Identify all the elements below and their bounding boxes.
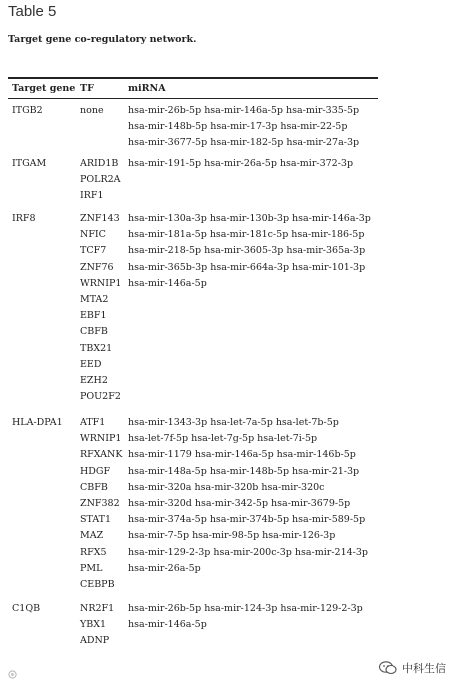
cell-mirna — [128, 103, 359, 152]
cell-mirna-line: hsa-mir-365b-3p hsa-mir-664a-3p hsa-mir-101-3p — [128, 261, 366, 273]
cell-mirna-line: hsa-mir-146a-5p — [128, 277, 207, 289]
cell-tf-line: NFIC — [80, 229, 106, 241]
cell-tf-line: POLR2A — [80, 174, 121, 186]
cell-mirna-line: hsa-mir-26b-5p hsa-mir-124-3p hsa-mir-129-2-3p — [128, 603, 363, 614]
cell-tf-line: CBFB — [80, 326, 108, 338]
cell-tf-line: none — [80, 105, 104, 116]
cell-tf — [80, 156, 121, 205]
cell-tf-line: ZNF143 — [80, 213, 120, 224]
wechat-icon — [379, 661, 397, 675]
cell-tf — [80, 103, 104, 119]
cell-tf-line: ARID1B — [80, 158, 119, 169]
cell-tf-line: EBF1 — [80, 310, 107, 322]
table-header-rule — [8, 98, 378, 99]
cell-tf-line: EED — [80, 358, 102, 370]
cell-mirna-line: hsa-mir-148a-5p hsa-mir-148b-5p hsa-mir-21-3p — [128, 465, 360, 477]
cell-mirna-line: hsa-mir-218-5p hsa-mir-3605-3p hsa-mir-365a-3p — [128, 245, 366, 257]
table-caption: Target gene co-regulatory network. — [8, 34, 197, 45]
cell-tf-line: ADNP — [80, 635, 110, 647]
cell-tf-line: YBX1 — [80, 619, 107, 631]
cell-tf-line: NR2F1 — [80, 603, 115, 614]
cell-mirna-line: hsa-mir-1343-3p hsa-let-7a-5p hsa-let-7b-5p — [128, 417, 339, 428]
cell-target-gene: HLA-DPA1 — [12, 417, 63, 428]
cell-tf-line: TBX21 — [80, 342, 113, 354]
cell-target-gene: C1QB — [12, 603, 41, 614]
cell-tf-line: CBFB — [80, 481, 108, 493]
cell-tf — [80, 211, 121, 405]
cell-mirna-line: hsa-mir-1179 hsa-mir-146a-5p hsa-mir-146b-5p — [128, 449, 356, 461]
cell-mirna — [128, 415, 368, 577]
cell-tf-line: HDGF — [80, 465, 111, 477]
cell-tf-line: CEBPB — [80, 579, 115, 591]
cell-tf-line: PML — [80, 562, 103, 574]
table-top-rule — [8, 77, 378, 79]
cell-mirna-line: hsa-mir-7-5p hsa-mir-98-5p hsa-mir-126-3p — [128, 530, 336, 542]
cell-target-gene: ITGAM — [12, 158, 47, 169]
cell-tf — [80, 415, 122, 593]
app-logo-icon — [8, 670, 17, 681]
cell-mirna-line: hsa-mir-130a-3p hsa-mir-130b-3p hsa-mir-146a-3p — [128, 213, 371, 224]
cell-mirna-line: hsa-mir-26b-5p hsa-mir-146a-5p hsa-mir-335-5p — [128, 105, 360, 116]
cell-tf-line: POU2F2 — [80, 391, 121, 403]
cell-mirna — [128, 156, 353, 172]
cell-tf-line: ZNF382 — [80, 498, 120, 510]
watermark-right — [379, 660, 446, 676]
cell-tf — [80, 601, 114, 650]
cell-tf-line: IRF1 — [80, 190, 104, 202]
cell-mirna-line: hsa-mir-3677-5p hsa-mir-182-5p hsa-mir-27a-3p — [128, 137, 360, 149]
cell-mirna-line: hsa-mir-320d hsa-mir-342-5p hsa-mir-3679-5p — [128, 498, 351, 510]
cell-tf-line: WRNIP1 — [80, 433, 122, 445]
cell-mirna-line: hsa-mir-320a hsa-mir-320b hsa-mir-320c — [128, 481, 325, 493]
cell-tf-line: ATF1 — [80, 417, 106, 428]
cell-tf-line: MTA2 — [80, 294, 109, 306]
cell-tf-line: RFXANK — [80, 449, 123, 461]
cell-mirna-line: hsa-mir-129-2-3p hsa-mir-200c-3p hsa-mir-214-3p — [128, 546, 369, 558]
header-target-gene: Target gene — [12, 83, 76, 94]
cell-tf-line: TCF7 — [80, 245, 107, 257]
cell-tf-line: WRNIP1 — [80, 277, 122, 289]
cell-tf-line: MAZ — [80, 530, 104, 542]
cell-mirna-line: hsa-let-7f-5p hsa-let-7g-5p hsa-let-7i-5p — [128, 433, 318, 445]
cell-mirna-line: hsa-mir-374a-5p hsa-mir-374b-5p hsa-mir-589-5p — [128, 514, 366, 526]
cell-mirna-line: hsa-mir-191-5p hsa-mir-26a-5p hsa-mir-372-3p — [128, 158, 354, 169]
cell-mirna — [128, 211, 371, 292]
cell-mirna-line: hsa-mir-181a-5p hsa-mir-181c-5p hsa-mir-186-5p — [128, 229, 365, 241]
header-tf: TF — [80, 83, 94, 94]
cell-mirna-line: hsa-mir-146a-5p — [128, 619, 207, 631]
watermark-text: 中科生信 — [402, 663, 446, 675]
cell-target-gene: IRF8 — [12, 213, 36, 224]
cell-mirna-line: hsa-mir-148b-5p hsa-mir-17-3p hsa-mir-22-5p — [128, 121, 348, 133]
cell-tf-line: EZH2 — [80, 375, 108, 387]
cell-target-gene: ITGB2 — [12, 105, 43, 116]
watermark-left — [8, 670, 20, 681]
table-title: Table 5 — [8, 3, 57, 20]
cell-tf-line: STAT1 — [80, 514, 112, 526]
cell-mirna-line: hsa-mir-26a-5p — [128, 562, 201, 574]
header-mirna: miRNA — [128, 83, 166, 94]
cell-tf-line: ZNF76 — [80, 261, 114, 273]
cell-mirna — [128, 601, 363, 633]
cell-tf-line: RFX5 — [80, 546, 107, 558]
